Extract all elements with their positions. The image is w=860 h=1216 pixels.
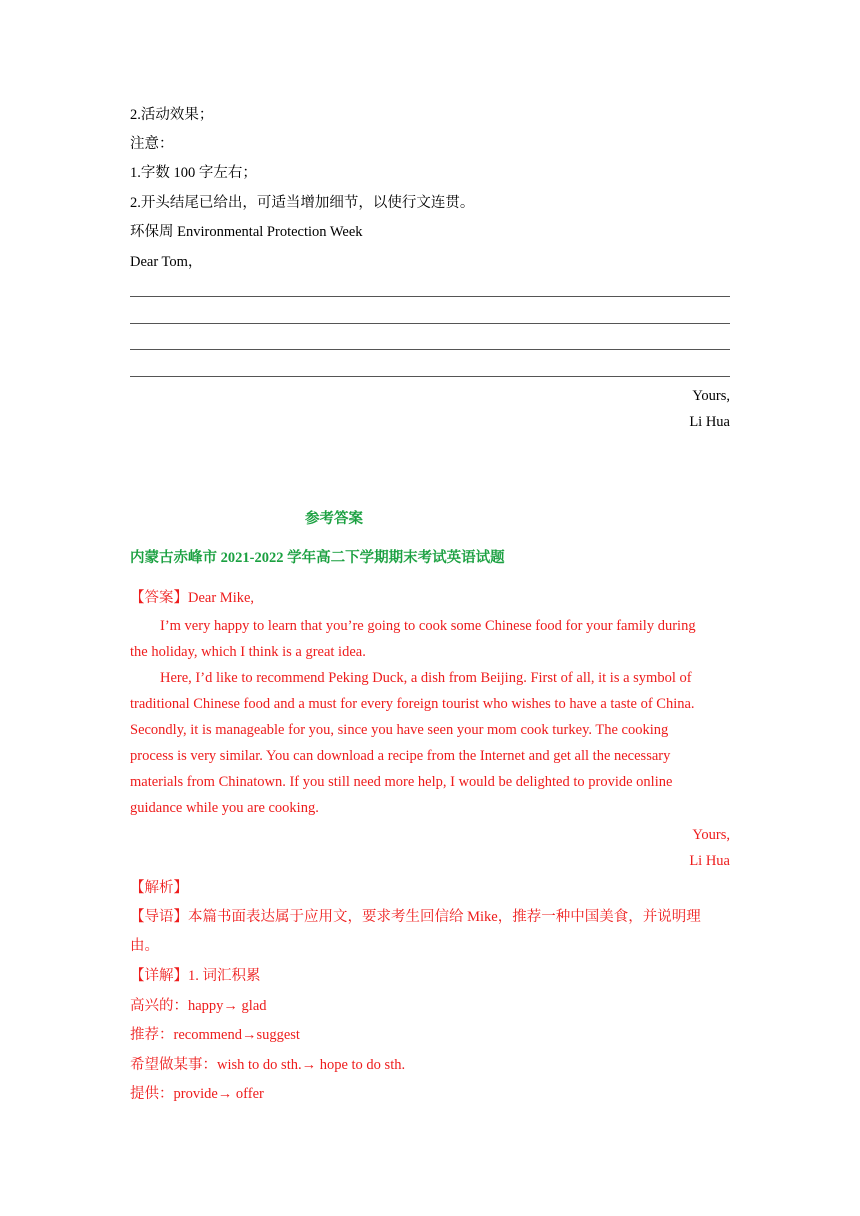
writing-line [130,323,730,324]
answer-text-line: process is very similar. You can download a recipe from the Internet and get all the necessary [130,748,671,764]
prompt-line: 环保周 Environmental Protection Week [130,224,363,240]
writing-line [130,296,730,297]
vocab-item: 推荐：recommend→suggest [130,1027,300,1043]
analysis-label: 【解析】 [130,880,188,896]
answer-text-line: I’m very happy to learn that you’re going to cook some Chinese food for your family during [160,618,696,634]
answer-text-line: traditional Chinese food and a must for every foreign tourist who wishes to have a taste of China. [130,696,695,712]
prompt-line: 注意： [130,136,174,152]
writing-line [130,376,730,377]
answer-heading: 参考答案 [305,511,363,527]
guide-line: 【导语】本篇书面表达属于应用文，要求考生回信给 Mike，推荐一种中国美食，并说明理 [130,909,701,925]
answer-greeting: 【答案】Dear Mike, [130,590,255,606]
prompt-signoff: Yours, [692,388,730,404]
answer-text-line: guidance while you are cooking. [130,800,319,816]
guide-line: 由。 [130,938,159,954]
vocab-item: 希望做某事：wish to do sth.→ hope to do sth. [130,1057,406,1073]
answer-text-line: Secondly, it is manageable for you, since you have seen your mom cook turkey. The cooking [130,722,669,738]
writing-line [130,349,730,350]
answer-text-line: materials from Chinatown. If you still need more help, I would be delighted to provide online [130,774,673,790]
vocab-item: 高兴的：happy→ glad [130,998,267,1014]
prompt-line: 2.活动效果； [130,107,214,123]
letter-greeting: Dear Tom， [130,254,203,270]
answer-text-line: the holiday, which I think is a great idea. [130,644,366,660]
vocab-item: 提供：provide→ offer [130,1086,264,1102]
prompt-signature: Li Hua [689,414,730,430]
prompt-line: 2.开头结尾已给出，可适当增加细节，以使行文连贯。 [130,195,475,211]
answer-text-line: Here, I’d like to recommend Peking Duck, a dish from Beijing. First of all, it is a symbol of [160,670,692,686]
answer-signoff: Yours, [692,827,730,843]
detail-label: 【详解】1. 词汇积累 [130,968,261,984]
exam-title: 内蒙古赤峰市 2021-2022 学年高二下学期期末考试英语试题 [130,550,505,566]
prompt-line: 1.字数 100 字左右； [130,165,257,181]
answer-signature: Li Hua [689,853,730,869]
